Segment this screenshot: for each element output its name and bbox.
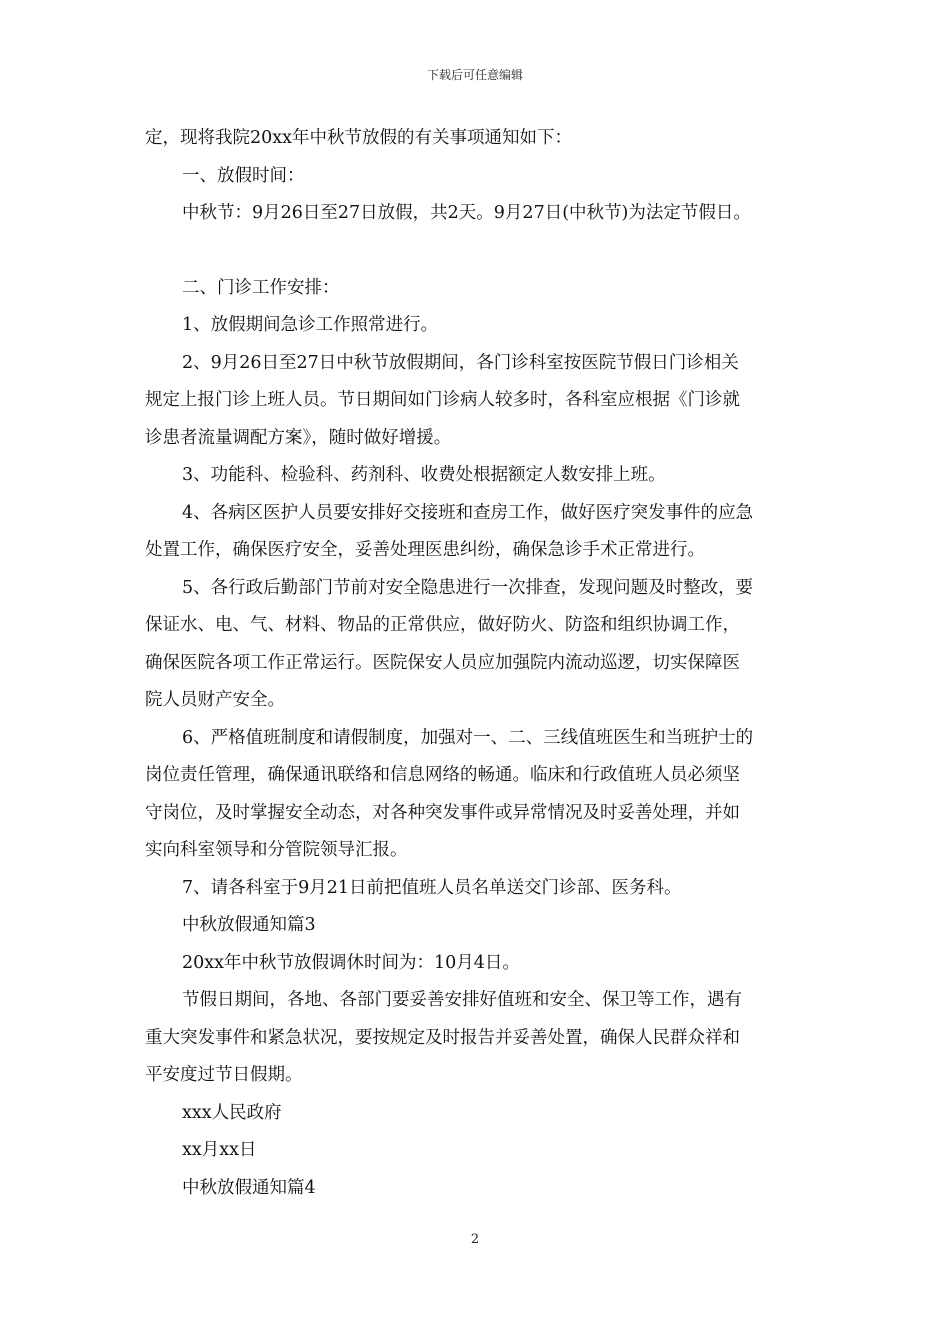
section-title: 中秋放假通知篇4 xyxy=(182,1177,316,1198)
signature-issuer: xxx人民政府 xyxy=(182,1102,282,1123)
paragraph-line: 定，现将我院20xx年中秋节放假的有关事项通知如下： xyxy=(145,128,573,148)
paragraph-line: 20xx年中秋节放假调休时间为：10月4日。 xyxy=(182,952,520,973)
list-item: 5、各行政后勤部门节前对安全隐患进行一次排查，发现问题及时整改，要 xyxy=(182,577,754,598)
document-body xyxy=(145,120,810,1207)
paragraph-line: 中秋节：9月26日至27日放假，共2天。9月27日(中秋节)为法定节假日。 xyxy=(182,203,751,223)
paragraph-line: 岗位责任管理，确保通讯联络和信息网络的畅通。临床和行政值班人员必须坚 xyxy=(145,765,740,785)
paragraph-line: 守岗位，及时掌握安全动态，对各种突发事件或异常情况及时妥善处理，并如 xyxy=(145,802,740,823)
section-heading: 一、放假时间： xyxy=(182,165,305,186)
paragraph-line: 处置工作，确保医疗安全，妥善处理医患纠纷，确保急诊手术正常进行。 xyxy=(145,540,705,560)
list-item: 3、功能科、检验科、药剂科、收费处根据额定人数安排上班。 xyxy=(182,465,666,485)
section-heading: 二、门诊工作安排： xyxy=(182,277,340,298)
paragraph-line: 保证水、电、气、材料、物品的正常供应，做好防火、防盗和组织协调工作， xyxy=(145,615,740,635)
paragraph-line: 平安度过节日假期。 xyxy=(145,1065,303,1085)
paragraph-line: 确保医院各项工作正常运行。医院保安人员应加强院内流动巡逻，切实保障医 xyxy=(145,652,740,673)
list-item: 1、放假期间急诊工作照常进行。 xyxy=(182,315,439,335)
list-item: 7、请各科室于9月21日前把值班人员名单送交门诊部、医务科。 xyxy=(182,877,682,898)
list-item: 2、9月26日至27日中秋节放假期间，各门诊科室按医院节假日门诊相关 xyxy=(182,352,739,373)
paragraph-line: 实向科室领导和分管院领导汇报。 xyxy=(145,840,408,860)
paragraph-line: 院人员财产安全。 xyxy=(145,690,285,710)
list-item: 6、严格值班制度和请假制度，加强对一、二、三线值班医生和当班护士的 xyxy=(182,727,754,748)
signature-date: xx月xx日 xyxy=(182,1140,257,1160)
page-number: 2 xyxy=(470,1232,480,1247)
paragraph-line: 节假日期间，各地、各部门要妥善安排好值班和安全、保卫等工作，遇有 xyxy=(182,990,742,1010)
blank-line xyxy=(145,233,810,270)
paragraph-line: 重大突发事件和紧急状况，要按规定及时报告并妥善处置，确保人民群众祥和 xyxy=(145,1027,740,1048)
list-item: 4、各病区医护人员要安排好交接班和查房工作，做好医疗突发事件的应急 xyxy=(182,502,754,523)
page-header: 下载后可任意编辑 xyxy=(426,68,523,82)
paragraph-line: 诊患者流量调配方案》，随时做好增援。 xyxy=(145,427,452,448)
section-title: 中秋放假通知篇3 xyxy=(182,915,316,935)
paragraph-line: 规定上报门诊上班人员。节日期间如门诊病人较多时，各科室应根据《门诊就 xyxy=(145,390,740,410)
